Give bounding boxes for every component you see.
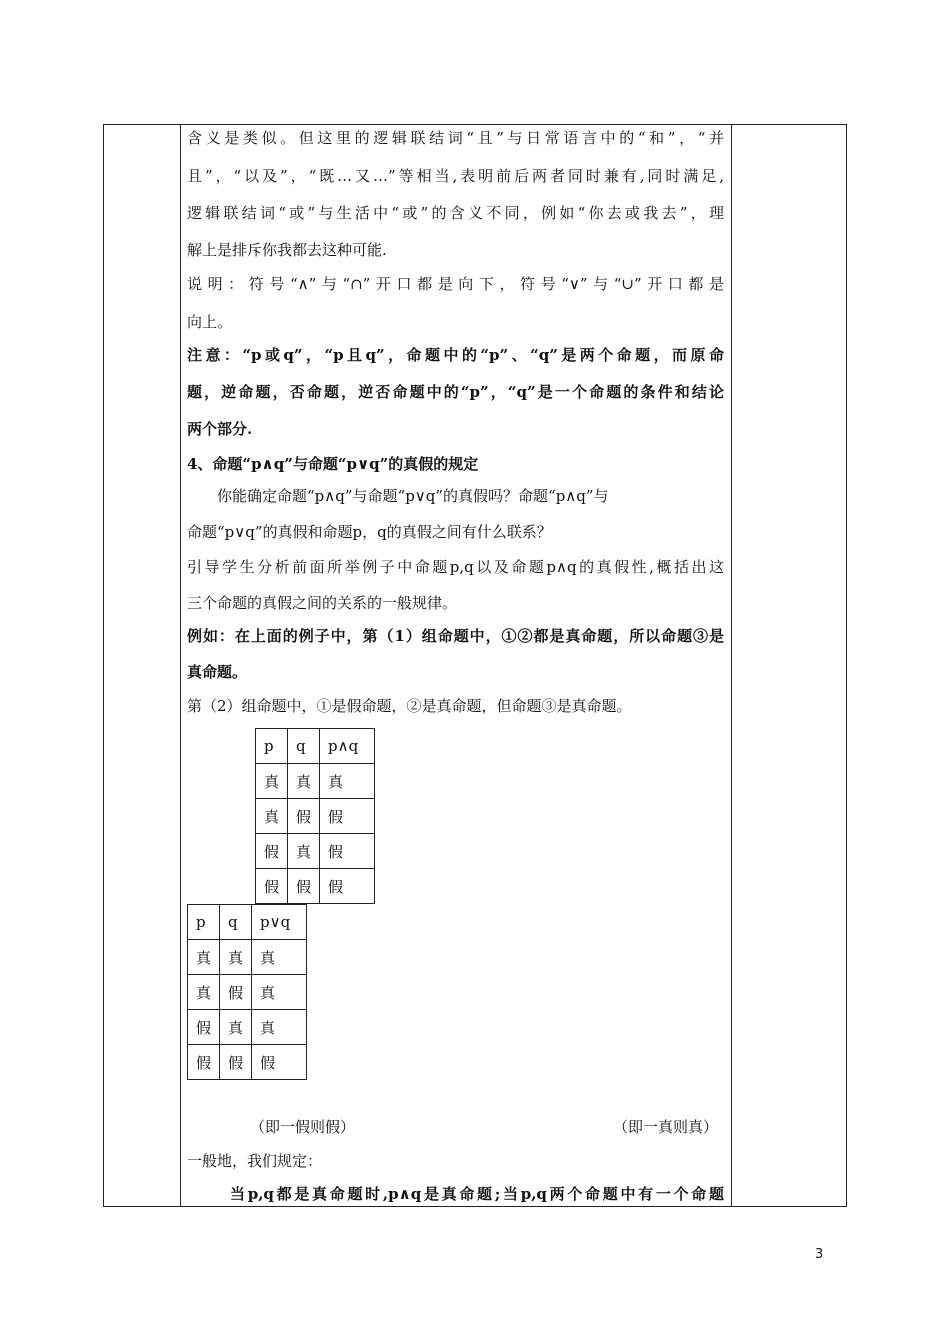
table-row bbox=[188, 1010, 307, 1045]
section-heading: 4、命题“p∧q”与命题“p∨q”的真假的规定 bbox=[187, 455, 479, 473]
table-cell: 真 bbox=[252, 940, 307, 975]
table-header-row bbox=[188, 905, 307, 940]
or-rule-note: （即一真则真） bbox=[613, 1118, 719, 1136]
table-cell: 假 bbox=[252, 1045, 307, 1080]
example-line: 真命题。 bbox=[187, 663, 248, 681]
table-cell: 假 bbox=[288, 799, 320, 834]
attention-line: 题，逆命题，否命题，逆否命题中的“p”，“q”是一个命题的条件和结论 bbox=[187, 383, 724, 401]
table-cell: 真 bbox=[252, 975, 307, 1010]
attention-line: 注意：“p或q”，“p且q”，命题中的“p”、“q”是两个命题，而原命 bbox=[187, 346, 724, 364]
page-number: 3 bbox=[815, 1247, 824, 1262]
paragraph-line: 命题“p∨q”的真假和命题p，q的真假之间有什么联系？ bbox=[187, 523, 552, 541]
table-row bbox=[188, 1045, 307, 1080]
table-row bbox=[256, 834, 375, 869]
paragraph-line: 且”，“以及”，“既…又…”等相当,表明前后两者同时兼有,同时满足, bbox=[187, 167, 724, 185]
column-divider bbox=[731, 125, 732, 1206]
and-rule-note: （即一假则假） bbox=[250, 1118, 356, 1136]
header-cell: p∧q bbox=[320, 729, 375, 764]
table-cell: 真 bbox=[220, 1010, 252, 1045]
header-cell: p bbox=[188, 905, 220, 940]
header-cell: p∨q bbox=[252, 905, 307, 940]
paragraph-line: 你能确定命题“p∧q”与命题“p∨q”的真假吗？命题“p∧q”与 bbox=[217, 487, 609, 505]
attention-line: 两个部分. bbox=[187, 420, 253, 438]
paragraph-line: 含义是类似。但这里的逻辑联结词“且”与日常语言中的“和”，“并 bbox=[187, 129, 724, 147]
paragraph-line: 逻辑联结词“或”与生活中“或”的含义不同，例如“你去或我去”，理 bbox=[187, 204, 724, 222]
table-row bbox=[188, 975, 307, 1010]
column-divider bbox=[180, 125, 181, 1206]
rule-line: 当p,q都是真命题时,p∧q是真命题;当p,q两个命题中有一个命题 bbox=[230, 1185, 724, 1203]
header-cell: q bbox=[288, 729, 320, 764]
table-cell: 真 bbox=[220, 940, 252, 975]
and-truth-table bbox=[255, 728, 375, 904]
table-cell: 假 bbox=[320, 799, 375, 834]
paragraph-line: 第（2）组命题中，①是假命题，②是真命题，但命题③是真命题。 bbox=[187, 697, 632, 715]
table-cell: 假 bbox=[288, 869, 320, 904]
note-line: 说明：符号“∧”与“∩”开口都是向下，符号“∨”与“∪”开口都是 bbox=[187, 275, 724, 293]
table-cell: 真 bbox=[320, 764, 375, 799]
table-row bbox=[256, 764, 375, 799]
note-line: 向上。 bbox=[187, 313, 233, 331]
or-truth-table bbox=[187, 904, 307, 1080]
table-cell: 假 bbox=[220, 1045, 252, 1080]
table-cell: 真 bbox=[188, 940, 220, 975]
table-header-row bbox=[256, 729, 375, 764]
table-cell: 假 bbox=[256, 834, 288, 869]
paragraph-line: 三个命题的真假之间的关系的一般规律。 bbox=[187, 594, 458, 612]
header-cell: p bbox=[256, 729, 288, 764]
table-cell: 真 bbox=[252, 1010, 307, 1045]
table-cell: 假 bbox=[188, 1045, 220, 1080]
table-cell: 真 bbox=[256, 799, 288, 834]
table-cell: 真 bbox=[188, 975, 220, 1010]
table-cell: 真 bbox=[288, 834, 320, 869]
table-cell: 假 bbox=[220, 975, 252, 1010]
header-cell: q bbox=[220, 905, 252, 940]
paragraph-line: 解上是排斥你我都去这种可能. bbox=[187, 241, 387, 259]
table-cell: 真 bbox=[288, 764, 320, 799]
table-cell: 假 bbox=[188, 1010, 220, 1045]
paragraph-line: 一般地，我们规定： bbox=[187, 1152, 323, 1170]
table-cell: 假 bbox=[256, 869, 288, 904]
paragraph-line: 引导学生分析前面所举例子中命题p,q以及命题p∧q的真假性,概括出这 bbox=[187, 558, 724, 576]
table-cell: 真 bbox=[256, 764, 288, 799]
table-cell: 假 bbox=[320, 834, 375, 869]
example-line: 例如：在上面的例子中，第（1）组命题中，①②都是真命题，所以命题③是 bbox=[187, 627, 724, 645]
table-row bbox=[256, 799, 375, 834]
table-cell: 假 bbox=[320, 869, 375, 904]
table-row bbox=[256, 869, 375, 904]
table-row bbox=[188, 940, 307, 975]
